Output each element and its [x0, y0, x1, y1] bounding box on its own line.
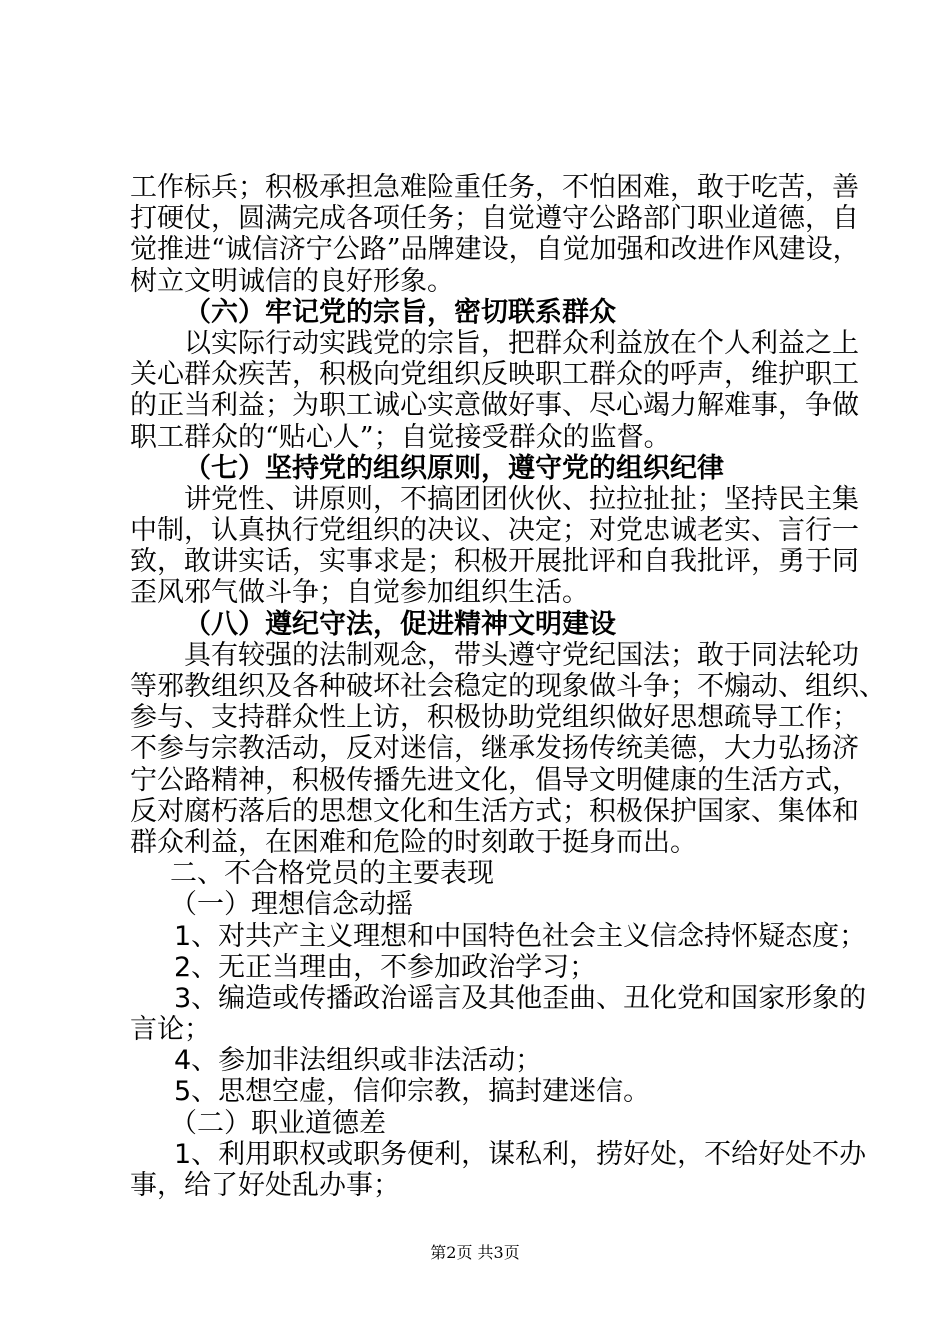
- section-heading: （七）坚持党的组织原则，遵守党的组织纪律: [184, 452, 724, 484]
- text-line: 中制，认真执行党组织的决议、决定；对党忠诚老实、言行一: [130, 515, 859, 547]
- list-item-continuation: 事，给了好处乱办事；: [130, 1170, 400, 1201]
- section-heading: （六）牢记党的宗旨，密切联系群众: [184, 296, 616, 328]
- text-line: 不参与宗教活动，反对迷信，继承发扬传统美德，大力弘扬济: [130, 733, 859, 765]
- page-number-label: 第2页 共3页: [430, 1243, 520, 1262]
- text-line: 以实际行动实践党的宗旨，把群众利益放在个人利益之上: [184, 327, 859, 359]
- text-line: 职工群众的“贴心人”；自觉接受群众的监督。: [130, 421, 671, 453]
- text-line: 工作标兵；积极承担急难险重任务，不怕困难，敢于吃苦，善: [130, 172, 859, 203]
- list-item: 1、利用职权或职务便利，谋私利，捞好处，不给好处不办: [174, 1138, 867, 1170]
- subsection-heading: （二）职业道德差: [170, 1107, 386, 1139]
- subsection-heading: （一）理想信念动摇: [170, 889, 413, 921]
- text-line: 的正当利益；为职工诚心实意做好事、尽心竭力解难事，争做: [130, 390, 859, 422]
- list-item-continuation: 言论；: [130, 1014, 211, 1046]
- text-line: 等邪教组织及各种破坏社会稳定的现象做斗争；不煽动、组织、: [130, 671, 886, 702]
- list-item: 1、对共产主义理想和中国特色社会主义信念持怀疑态度；: [174, 920, 867, 952]
- text-line: 打硬仗，圆满完成各项任务；自觉遵守公路部门职业道德，自: [130, 203, 859, 235]
- list-item: 5、思想空虚，信仰宗教，搞封建迷信。: [174, 1076, 651, 1108]
- list-item: 4、参加非法组织或非法活动；: [174, 1045, 543, 1077]
- list-item: 3、编造或传播政治谣言及其他歪曲、丑化党和国家形象的: [174, 982, 867, 1014]
- text-line: 参与、支持群众性上访，积极协助党组织做好思想疏导工作；: [130, 702, 859, 734]
- text-line: 具有较强的法制观念，带头遵守党纪国法；敢于同法轮功: [184, 639, 859, 671]
- text-line: 关心群众疾苦，积极向党组织反映职工群众的呼声，维护职工: [130, 359, 859, 391]
- page-footer: [0, 1243, 950, 1263]
- text-line: 群众利益，在困难和危险的时刻敢于挺身而出。: [130, 826, 697, 858]
- text-line: 歪风邪气做斗争；自觉参加组织生活。: [130, 577, 589, 609]
- text-line: 讲党性、讲原则，不搞团团伙伙、拉拉扯扯；坚持民主集: [184, 483, 859, 515]
- list-item: 2、无正当理由，不参加政治学习；: [174, 951, 597, 983]
- chapter-heading: 二、不合格党员的主要表现: [170, 858, 494, 890]
- text-line: 反对腐朽落后的思想文化和生活方式；积极保护国家、集体和: [130, 795, 859, 827]
- text-line: 树立文明诚信的良好形象。: [130, 265, 454, 297]
- text-line: 觉推进“诚信济宁公路”品牌建设，自觉加强和改进作风建设，: [130, 234, 860, 266]
- document-body: [130, 172, 886, 1201]
- text-line: 致，敢讲实话，实事求是；积极开展批评和自我批评，勇于同: [130, 546, 859, 578]
- section-heading: （八）遵纪守法，促进精神文明建设: [184, 608, 616, 640]
- text-line: 宁公路精神，积极传播先进文化，倡导文明健康的生活方式，: [130, 764, 859, 796]
